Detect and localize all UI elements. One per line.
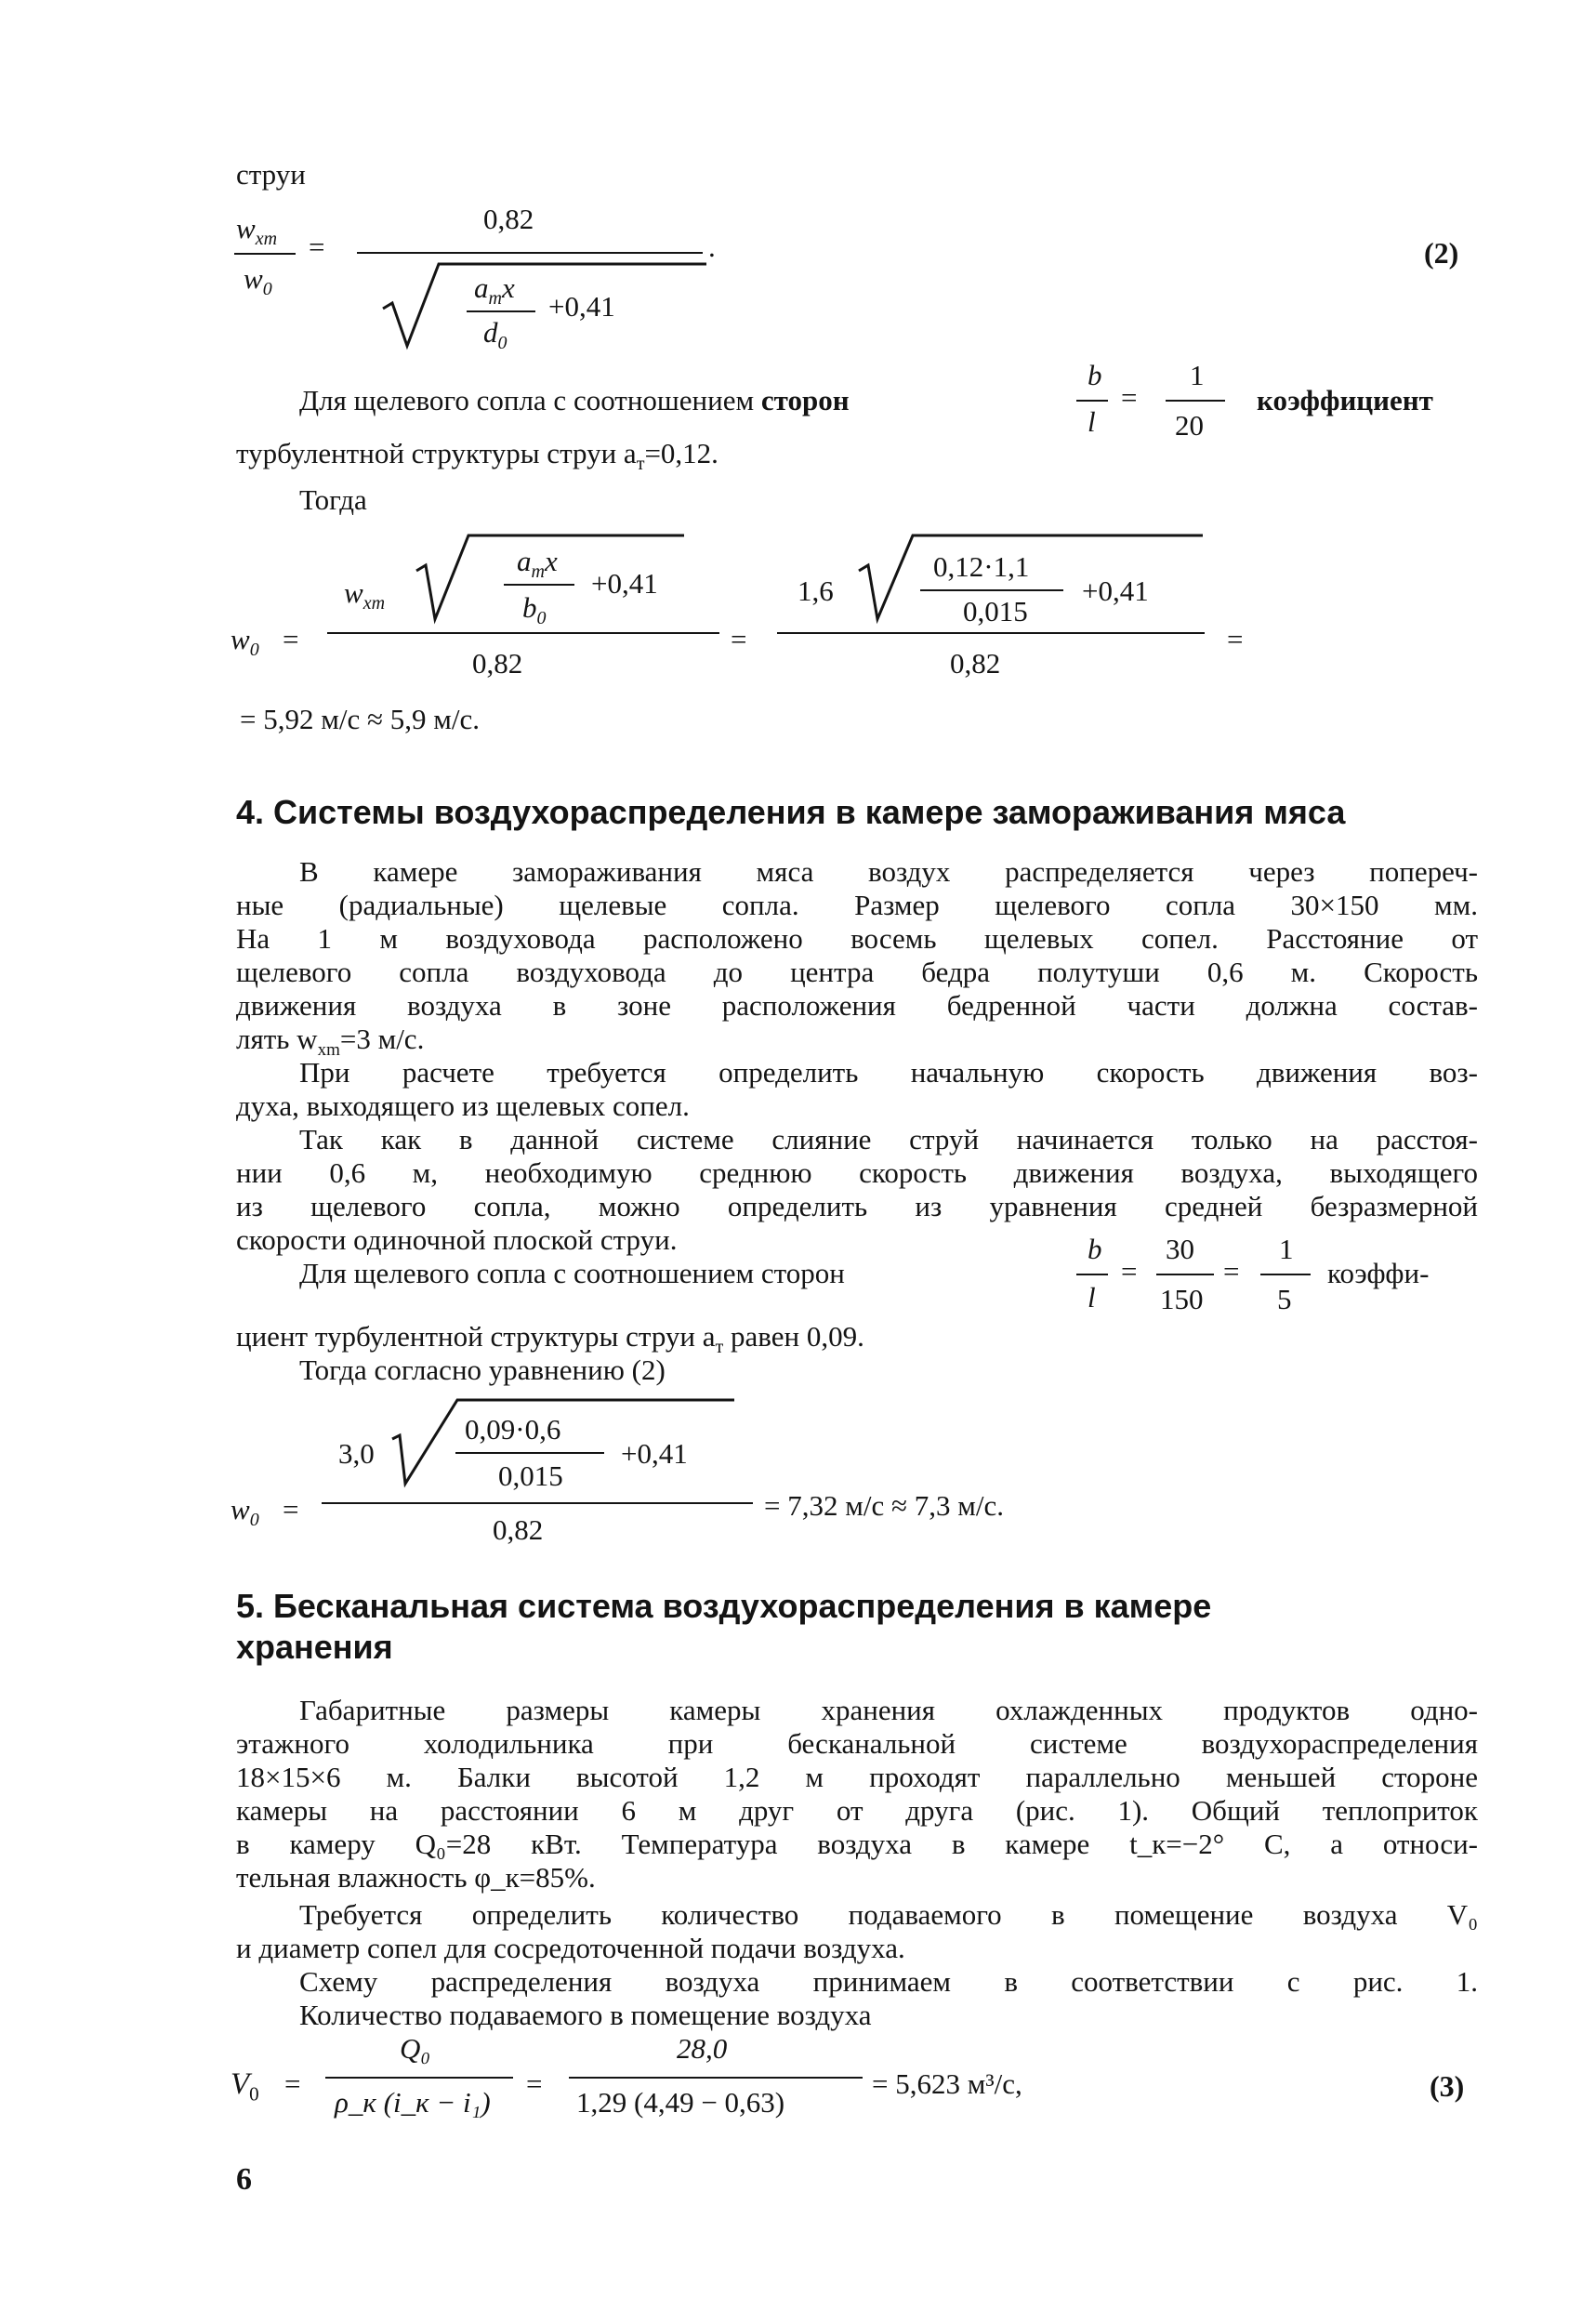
w0-1-coef: 1,6 xyxy=(798,574,834,607)
eq2-rhs-num: 0,82 xyxy=(483,203,534,235)
eq2-lhs-den: $w_0$ xyxy=(244,262,272,300)
s5-p3: Схему распределения воздуха принимаем в соответствии с рис. 1. xyxy=(299,1965,1478,1998)
eq2-lhs-bar xyxy=(234,253,296,255)
s4-p3-line-2: нии 0,6 м, необходимую среднюю скорость движения воздуха, выходящего xyxy=(236,1156,1478,1189)
w0-2-in-den: 0,015 xyxy=(498,1459,563,1492)
eq2-main-bar xyxy=(357,252,703,254)
eq2-lhs-num: $w_{xm}$ xyxy=(236,212,278,250)
s4-p4-150: 150 xyxy=(1160,1283,1204,1315)
w0-2-equals: = xyxy=(283,1493,299,1525)
s5-p4: Количество подаваемого в помещение воздуха xyxy=(299,1999,872,2031)
eq3-den2: 1,29 (4,49 − 0,63) xyxy=(576,2086,785,2119)
p1-frac-bar xyxy=(1076,400,1108,402)
p1-frac2-den: 20 xyxy=(1175,409,1204,442)
eq3-num2: 28,0 xyxy=(677,2032,728,2065)
p1-bold2: коэффициент xyxy=(1257,384,1433,416)
togda-1: Тогда xyxy=(299,483,367,516)
s4-p3-line-4: скорости одиночной плоской струи. xyxy=(236,1223,678,1256)
p1-text: Для щелевого сопла с соотношением сторон xyxy=(299,384,850,416)
s5-p2-line-2: и диаметр сопел для сосредоточенной подачи воздуха. xyxy=(236,1932,905,1964)
s4-p4-eq-2: = xyxy=(1223,1255,1240,1287)
s4-p4-bar-2 xyxy=(1156,1274,1214,1275)
s4-p4-30: 30 xyxy=(1166,1233,1194,1265)
s5-title-line-1: 5. Бесканальная система воздухораспределения в камере xyxy=(236,1587,1212,1625)
w0-2-lhs: $w_0$ xyxy=(231,1493,259,1531)
w0-2-result: = 7,32 м/с ≈ 7,3 м/с. xyxy=(764,1489,1004,1522)
s5-p1-line-5: в камеру Q₀=28 кВт. Температура воздуха в камере t_к=−2° С, а относи- xyxy=(236,1828,1478,1860)
s5-p1-line-3: 18×15×6 м. Балки высотой 1,2 м проходят параллельно меньшей стороне xyxy=(236,1761,1478,1793)
s4-p4-1: 1 xyxy=(1279,1233,1294,1265)
w0-1-in-bar-2 xyxy=(920,589,1063,591)
s4-p4-l: l xyxy=(1088,1281,1096,1314)
s4-p1-line-4: щелевого сопла воздуховода до центра бедра полутуши 0,6 м. Скорость xyxy=(236,956,1478,988)
s4-p4-b: b xyxy=(1088,1233,1102,1265)
s4-p1-line-3: На 1 м воздуховода расположено восемь щелевых сопел. Расстояние от xyxy=(236,922,1478,955)
section-5-para-1 xyxy=(236,1694,1478,1895)
s4-p5: Тогда согласно уравнению (2) xyxy=(299,1353,666,1386)
w0-2-in-bar xyxy=(455,1452,604,1454)
s4-p3-line-1: Так как в данной системе слияние струй начинается только на расстоя- xyxy=(299,1123,1478,1155)
eq2-rad-num: $a_тx$ xyxy=(474,271,515,310)
eq3-equals: = xyxy=(284,2067,301,2100)
w0-1-w: $w_{xm}$ xyxy=(344,576,386,614)
w0-1-add: +0,41 xyxy=(591,567,658,600)
s4-p4-bar-1 xyxy=(1076,1274,1108,1275)
w0-2-in-num: 0,09·0,6 xyxy=(465,1413,561,1446)
eq3-result: = 5,623 м³/с, xyxy=(872,2067,1022,2100)
s4-p4-line2: циент турбулентной структуры струи $a_т$ равен 0,09. xyxy=(236,1320,864,1358)
eq3-lhs: $V_0$ xyxy=(231,2067,259,2106)
section-4-para-2 xyxy=(236,1056,1478,1123)
s4-p2-line-2: духа, выходящего из щелевых сопел. xyxy=(236,1089,690,1122)
s4-p1-line-5: движения воздуха в зоне расположения бедренной части должна состав- xyxy=(236,989,1478,1022)
w0-1-in-den: 0,015 xyxy=(963,595,1028,627)
p1-frac-den: l xyxy=(1088,405,1096,438)
w0-1-equals: = xyxy=(283,623,299,655)
eq2-rad-add: +0,41 xyxy=(548,290,615,323)
eq3-bar-2 xyxy=(569,2077,863,2079)
p1-frac2-num: 1 xyxy=(1190,359,1205,391)
eq3-number: (3) xyxy=(1430,2069,1465,2103)
w0-1-lhs: $w_0$ xyxy=(231,623,259,661)
s4-p4-eq-1: = xyxy=(1121,1255,1138,1287)
s4-p4-bar-3 xyxy=(1260,1274,1311,1275)
eq3-equals-2: = xyxy=(526,2067,543,2100)
s5-p1-line-2: этажного холодильника при бесканальной системе воздухораспределения xyxy=(236,1727,1478,1760)
s4-p1-line-2: ные (радиальные) щелевые сопла. Размер щелевого сопла 30×150 мм. xyxy=(236,889,1478,921)
s4-p2-line-1: При расчете требуется определить начальную скорость движения воз- xyxy=(299,1056,1478,1089)
w0-2-radical xyxy=(390,1398,744,1491)
section-4-para-1 xyxy=(236,855,1478,889)
s4-p1-line-1: В камере замораживания мяса воздух распределяется через попереч- xyxy=(299,855,1478,888)
w0-1-b: $b_0$ xyxy=(522,591,547,629)
s4-p3-line-3: из щелевого сопла, можно определить из уравнения средней безразмерной xyxy=(236,1190,1478,1222)
eq2-rad-bar xyxy=(467,310,535,312)
w0-2-add: +0,41 xyxy=(621,1437,688,1470)
section-5-para-2 xyxy=(236,1898,1478,1965)
w0-2-den: 0,82 xyxy=(493,1513,544,1546)
section-5-title xyxy=(236,1586,1478,1668)
w0-1-result: = 5,92 м/с ≈ 5,9 м/с. xyxy=(240,703,480,735)
intro-word: струи xyxy=(236,158,306,191)
w0-1-in-num: 0,12·1,1 xyxy=(933,550,1030,583)
section-4-title: 4. Системы воздухораспределения в камере замораживания мяса xyxy=(236,793,1346,831)
w0-1-equals-3: = xyxy=(1227,623,1244,655)
section-4-para-1-body xyxy=(236,889,1478,1067)
w0-1-in-bar-1 xyxy=(504,584,574,586)
s5-p1-line-6: тельная влажность φ_к=85%. xyxy=(236,1861,596,1894)
p1-line2: турбулентной структуры струи $a_т=0,12$. xyxy=(236,437,718,475)
eq2-number: (2) xyxy=(1424,236,1459,270)
s4-p1-line-6: лять $w_{xm}=3$ м/с. xyxy=(236,1023,425,1061)
eq2-equals: = xyxy=(309,231,325,263)
section-5-para-3 xyxy=(299,1965,1478,2032)
p1-equals: = xyxy=(1121,381,1138,414)
w0-1-a: $a_тx$ xyxy=(517,545,558,583)
w0-1-den: 0,82 xyxy=(472,647,523,680)
w0-2-main-bar xyxy=(322,1502,753,1504)
s4-p4-tail: коэффи- xyxy=(1327,1257,1430,1289)
eq3-den1: ρ_к (i_к − i₁) xyxy=(335,2086,491,2119)
eq2-period: . xyxy=(708,231,716,263)
w0-1-radical-2 xyxy=(857,534,1210,627)
eq3-num1: Q₀ xyxy=(400,2032,431,2065)
w0-1-equals-2: = xyxy=(731,623,747,655)
s5-title-line-2: хранения xyxy=(236,1628,393,1666)
w0-2-coef: 3,0 xyxy=(338,1437,375,1470)
p1-frac-num: b xyxy=(1088,359,1102,391)
w0-1-add2: +0,41 xyxy=(1082,574,1149,607)
s5-p1-line-1: Габаритные размеры камеры хранения охлажденных продуктов одно- xyxy=(299,1694,1478,1726)
s4-p4-text: Для щелевого сопла с соотношением сторон xyxy=(299,1257,845,1289)
s5-p1-line-4: камеры на расстоянии 6 м друг от друга (рис. 1). Общий теплоприток xyxy=(236,1794,1478,1827)
s5-p2-line-1: Требуется определить количество подаваемого в помещение воздуха V₀ xyxy=(299,1898,1478,1931)
page-number: 6 xyxy=(236,2162,252,2197)
w0-1-den2: 0,82 xyxy=(950,647,1001,680)
p1-frac2-bar xyxy=(1166,400,1225,402)
w0-1-main-bar-2 xyxy=(777,632,1205,634)
eq3-bar-1 xyxy=(325,2077,513,2079)
w0-1-main-bar-1 xyxy=(327,632,719,634)
s4-p4-5: 5 xyxy=(1277,1283,1292,1315)
eq2-rad-den: $d_0$ xyxy=(483,316,508,354)
